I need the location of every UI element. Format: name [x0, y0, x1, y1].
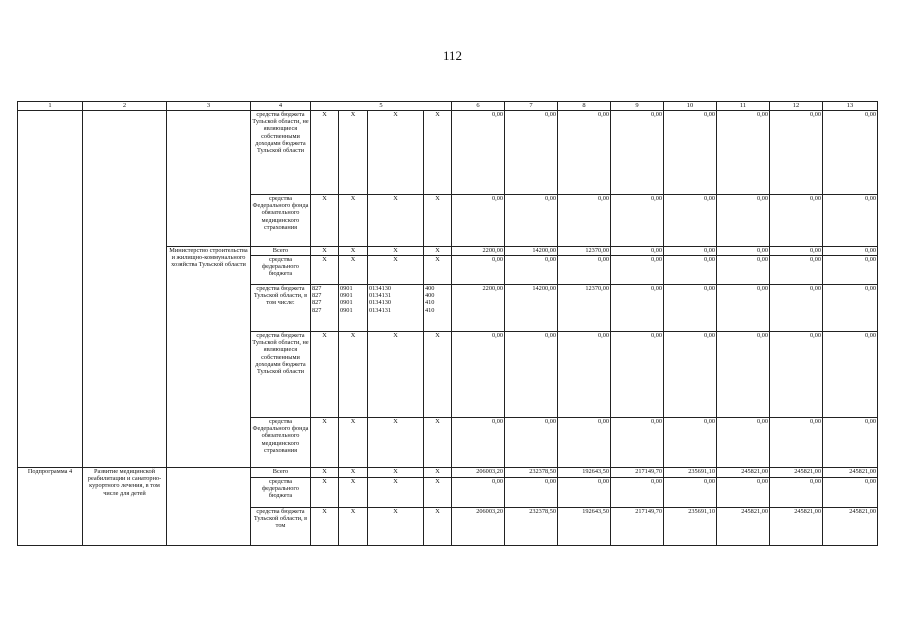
header-cell: 11 — [717, 102, 770, 111]
classification-code-cell: X — [424, 478, 452, 508]
executor-cell — [167, 468, 251, 546]
budget-table — [17, 101, 878, 546]
amount-cell: 0,00 — [770, 111, 823, 195]
amount-cell: 206003,20 — [452, 508, 505, 546]
amount-cell: 0,00 — [664, 418, 717, 468]
header-cell: 13 — [823, 102, 878, 111]
amount-cell: 192643,50 — [558, 468, 611, 478]
amount-cell: 0,00 — [664, 256, 717, 285]
amount-cell: 0,00 — [823, 111, 878, 195]
funding-source-cell: Всего — [251, 247, 311, 256]
header-cell: 10 — [664, 102, 717, 111]
amount-cell: 0,00 — [717, 418, 770, 468]
amount-cell: 0,00 — [664, 111, 717, 195]
amount-cell: 0,00 — [717, 256, 770, 285]
classification-code-cell: X — [424, 468, 452, 478]
amount-cell: 0,00 — [505, 418, 558, 468]
classification-code-cell: X — [424, 195, 452, 247]
header-cell: 4 — [251, 102, 311, 111]
funding-source-cell: Всего — [251, 468, 311, 478]
classification-code-cell: 827 827 827 827 — [311, 285, 339, 332]
funding-source-cell: средства Федерального фонда обязательного медицинского страхования — [251, 418, 311, 468]
classification-code-cell: X — [368, 111, 424, 195]
amount-cell: 0,00 — [558, 195, 611, 247]
amount-cell: 0,00 — [823, 247, 878, 256]
amount-cell: 0,00 — [611, 256, 664, 285]
classification-code-cell: X — [424, 256, 452, 285]
amount-cell: 0,00 — [505, 478, 558, 508]
amount-cell: 0,00 — [823, 285, 878, 332]
amount-cell: 0,00 — [717, 285, 770, 332]
amount-cell: 0,00 — [452, 332, 505, 418]
amount-cell: 232378,50 — [505, 508, 558, 546]
amount-cell: 0,00 — [611, 111, 664, 195]
classification-code-cell: X — [424, 332, 452, 418]
amount-cell: 0,00 — [452, 195, 505, 247]
amount-cell: 0,00 — [505, 332, 558, 418]
amount-cell: 0,00 — [664, 478, 717, 508]
amount-cell: 245821,00 — [770, 468, 823, 478]
funding-source-cell: средства федерального бюджета — [251, 478, 311, 508]
amount-cell: 0,00 — [717, 332, 770, 418]
classification-code-cell: X — [368, 247, 424, 256]
amount-cell: 245821,00 — [717, 508, 770, 546]
classification-code-cell: X — [311, 478, 339, 508]
amount-cell: 0,00 — [823, 418, 878, 468]
classification-code-cell: X — [339, 418, 368, 468]
amount-cell: 0,00 — [770, 478, 823, 508]
amount-cell: 0,00 — [770, 285, 823, 332]
classification-code-cell: X — [424, 418, 452, 468]
amount-cell: 12370,00 — [558, 247, 611, 256]
funding-source-cell: средства бюджета Тульской области, в том числе: — [251, 285, 311, 332]
classification-code-cell: X — [311, 332, 339, 418]
classification-code-cell: X — [311, 195, 339, 247]
amount-cell: 0,00 — [664, 285, 717, 332]
amount-cell: 0,00 — [717, 111, 770, 195]
funding-source-cell: средства федерального бюджета — [251, 256, 311, 285]
header-cell: 9 — [611, 102, 664, 111]
amount-cell: 0,00 — [611, 478, 664, 508]
amount-cell: 0,00 — [452, 256, 505, 285]
classification-code-cell: X — [311, 256, 339, 285]
classification-code-cell: X — [339, 478, 368, 508]
amount-cell: 0,00 — [505, 256, 558, 285]
amount-cell: 0,00 — [770, 247, 823, 256]
amount-cell: 0,00 — [770, 418, 823, 468]
funding-source-cell: средства бюджета Тульской области, не являющиеся собственными доходами бюджета Тульской области — [251, 332, 311, 418]
classification-code-cell: X — [311, 247, 339, 256]
amount-cell: 235691,10 — [664, 468, 717, 478]
classification-code-cell: X — [311, 468, 339, 478]
funding-source-cell: средства бюджета Тульской области, не являющиеся собственными доходами бюджета Тульской области — [251, 111, 311, 195]
header-cell: 7 — [505, 102, 558, 111]
executor-cell — [167, 111, 251, 247]
classification-code-cell: X — [339, 256, 368, 285]
amount-cell: 0,00 — [611, 247, 664, 256]
classification-code-cell: X — [368, 468, 424, 478]
amount-cell: 0,00 — [823, 332, 878, 418]
amount-cell: 0,00 — [770, 256, 823, 285]
classification-code-cell: X — [339, 247, 368, 256]
classification-code-cell: 0901 0901 0901 0901 — [339, 285, 368, 332]
classification-code-cell: 0134130 0134131 0134130 0134131 — [368, 285, 424, 332]
classification-code-cell: X — [311, 418, 339, 468]
amount-cell: 245821,00 — [823, 508, 878, 546]
amount-cell: 245821,00 — [717, 468, 770, 478]
amount-cell: 14200,00 — [505, 285, 558, 332]
classification-code-cell: X — [368, 418, 424, 468]
classification-code-cell: X — [424, 247, 452, 256]
amount-cell: 0,00 — [611, 332, 664, 418]
classification-code-cell: X — [339, 195, 368, 247]
classification-code-cell: X — [311, 111, 339, 195]
amount-cell: 245821,00 — [823, 468, 878, 478]
program-cell: Подпрограмма 4 — [18, 468, 83, 546]
amount-cell: 0,00 — [452, 111, 505, 195]
header-cell: 8 — [558, 102, 611, 111]
amount-cell: 2200,00 — [452, 285, 505, 332]
amount-cell: 0,00 — [611, 195, 664, 247]
amount-cell: 0,00 — [823, 256, 878, 285]
amount-cell: 0,00 — [770, 332, 823, 418]
classification-code-cell: X — [339, 111, 368, 195]
amount-cell: 192643,50 — [558, 508, 611, 546]
amount-cell: 0,00 — [770, 195, 823, 247]
amount-cell: 0,00 — [717, 478, 770, 508]
program-cell — [18, 111, 83, 468]
name-cell: Развитие медицинской реабилитации и санаторно-курортного лечения, в том числе для детей — [83, 468, 167, 546]
classification-code-cell: X — [311, 508, 339, 546]
header-cell: 5 — [311, 102, 452, 111]
classification-code-cell: X — [339, 332, 368, 418]
classification-code-cell: X — [339, 508, 368, 546]
classification-code-cell: X — [368, 478, 424, 508]
amount-cell: 2200,00 — [452, 247, 505, 256]
amount-cell: 0,00 — [823, 195, 878, 247]
amount-cell: 0,00 — [823, 478, 878, 508]
amount-cell: 0,00 — [452, 418, 505, 468]
classification-code-cell: 400 400 410 410 — [424, 285, 452, 332]
header-cell: 2 — [83, 102, 167, 111]
amount-cell: 0,00 — [558, 332, 611, 418]
amount-cell: 0,00 — [717, 195, 770, 247]
executor-cell: Министерство строительства и жилищно-коммунального хозяйства Тульской области — [167, 247, 251, 468]
amount-cell: 206003,20 — [452, 468, 505, 478]
page-number: 112 — [442, 48, 463, 63]
header-cell: 3 — [167, 102, 251, 111]
amount-cell: 245821,00 — [770, 508, 823, 546]
table-row — [18, 468, 878, 478]
amount-cell: 0,00 — [558, 478, 611, 508]
amount-cell: 0,00 — [664, 332, 717, 418]
header-cell: 12 — [770, 102, 823, 111]
amount-cell: 232378,50 — [505, 468, 558, 478]
amount-cell: 14200,00 — [505, 247, 558, 256]
classification-code-cell: X — [424, 508, 452, 546]
classification-code-cell: X — [339, 468, 368, 478]
amount-cell: 0,00 — [664, 195, 717, 247]
name-cell — [83, 111, 167, 468]
amount-cell: 0,00 — [505, 111, 558, 195]
funding-source-cell: средства Федерального фонда обязательного медицинского страхования — [251, 195, 311, 247]
amount-cell: 0,00 — [505, 195, 558, 247]
amount-cell: 0,00 — [717, 247, 770, 256]
header-cell: 1 — [18, 102, 83, 111]
amount-cell: 0,00 — [558, 418, 611, 468]
amount-cell: 0,00 — [664, 247, 717, 256]
amount-cell: 0,00 — [452, 478, 505, 508]
amount-cell: 0,00 — [558, 111, 611, 195]
classification-code-cell: X — [368, 256, 424, 285]
classification-code-cell: X — [424, 111, 452, 195]
classification-code-cell: X — [368, 508, 424, 546]
header-row — [18, 102, 878, 111]
amount-cell: 12370,00 — [558, 285, 611, 332]
amount-cell: 235691,10 — [664, 508, 717, 546]
amount-cell: 0,00 — [611, 285, 664, 332]
amount-cell: 217149,70 — [611, 508, 664, 546]
classification-code-cell: X — [368, 195, 424, 247]
funding-source-cell: средства бюджета Тульской области, в том — [251, 508, 311, 546]
amount-cell: 0,00 — [558, 256, 611, 285]
header-cell: 6 — [452, 102, 505, 111]
amount-cell: 0,00 — [611, 418, 664, 468]
classification-code-cell: X — [368, 332, 424, 418]
amount-cell: 217149,70 — [611, 468, 664, 478]
table-row — [18, 111, 878, 195]
